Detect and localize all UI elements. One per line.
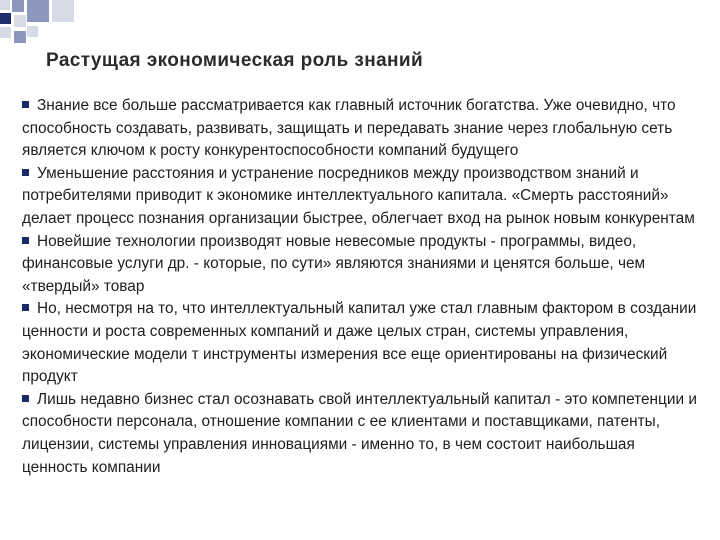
decor-square	[14, 31, 26, 43]
bullet-item	[22, 95, 702, 163]
decor-square	[52, 0, 74, 22]
bullet-text: Знание все больше рассматривается как главный источник богатства. Уже очевидно, что способность создавать, развивать, защищать и передавать знание через глобальную сеть является ключом к росту конкурентоспособности компаний будущего	[22, 97, 676, 160]
square-bullet-icon	[22, 304, 29, 311]
square-bullet-icon	[22, 169, 29, 176]
decor-square	[14, 15, 26, 27]
slide-title: Растущая экономическая роль знаний	[46, 50, 424, 71]
decor-square	[0, 27, 11, 38]
bullet-list	[22, 95, 702, 479]
square-bullet-icon	[22, 395, 29, 402]
decor-square	[0, 13, 11, 24]
square-bullet-icon	[22, 237, 29, 244]
bullet-item	[22, 231, 702, 299]
decor-square	[0, 0, 10, 10]
bullet-text: Но, несмотря на то, что интеллектуальный капитал уже стал главным фактором в создании ценности и роста современных компаний и даже целых стран, системы управления, экономические модели т инструменты измерения все еще ориентированы на физический продукт	[22, 300, 697, 386]
square-bullet-icon	[22, 101, 29, 108]
bullet-text: Лишь недавно бизнес стал осознавать свой интеллектуальный капитал - это компетенции и способности персонала, отношение компании с ее клиентами и поставщиками, патенты, лицензии, системы управления инновациями - именно то, в чем состоит наибольшая ценность компании	[22, 390, 697, 476]
bullet-text: Уменьшение расстояния и устранение посредников между производством знаний и потребителями приводит к экономике интеллектуального капитала. «Смерть расстояний» делает процесс познания организации быстрее, облегчает вход на рынок новым конкурентам	[22, 164, 695, 227]
decor-square	[27, 0, 49, 22]
decor-square	[27, 26, 38, 37]
decor-square	[12, 0, 24, 12]
bullet-text: Новейшие технологии производят новые невесомые продукты - программы, видео, финансовые услуги др. - которые, по сути» являются знаниями и ценятся больше, чем «твердый» товар	[22, 232, 646, 295]
bullet-item	[22, 163, 702, 231]
bullet-item	[22, 298, 702, 388]
bullet-item	[22, 389, 702, 479]
